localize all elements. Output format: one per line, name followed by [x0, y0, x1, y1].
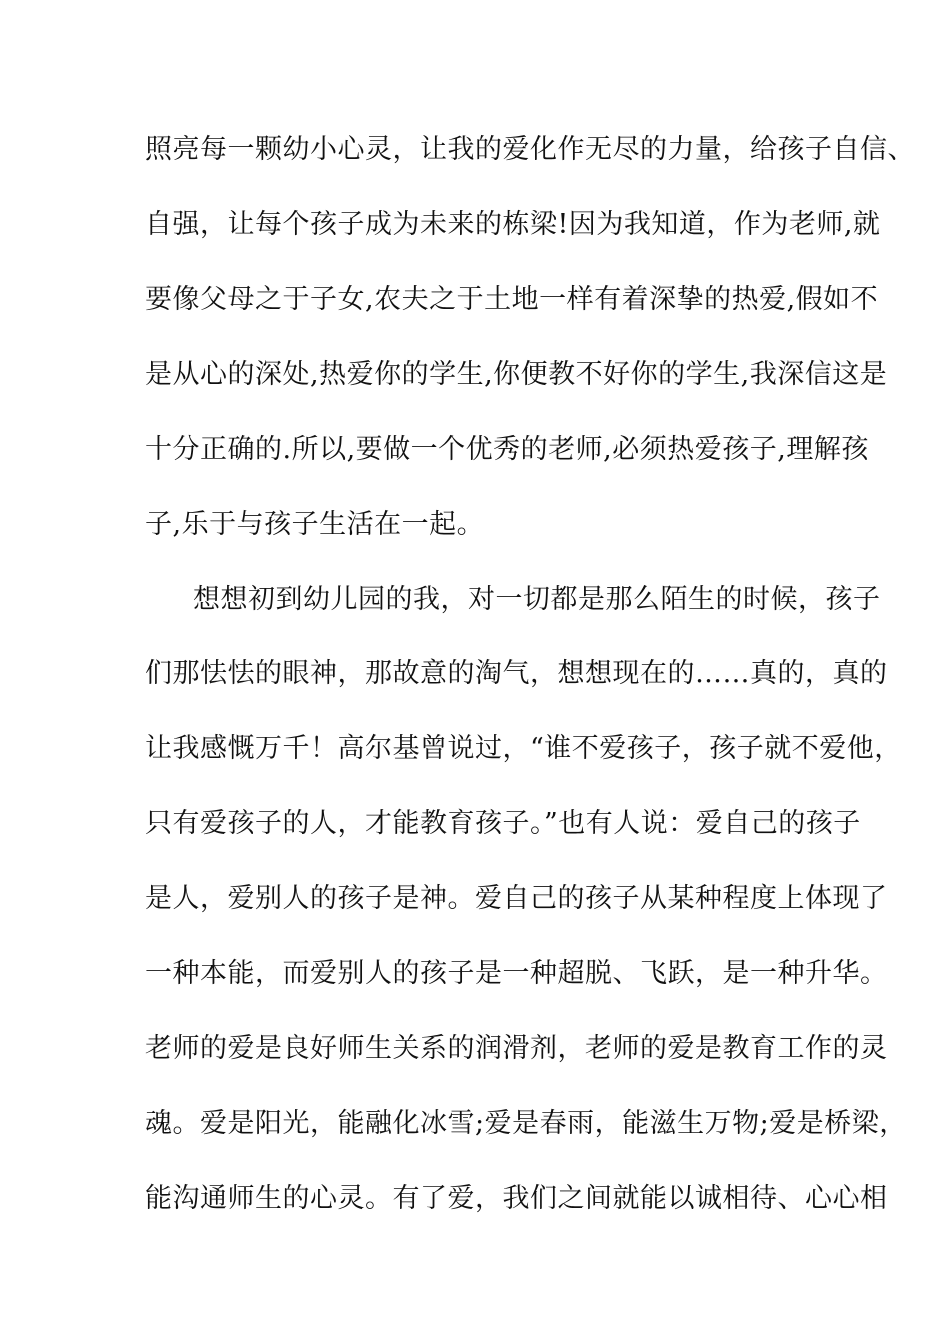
text-line: 只有爱孩子的人，才能教育孩子。”也有人说：爱自己的孩子 — [145, 808, 861, 839]
text-line: 要像父母之于子女,农夫之于土地一样有着深挚的热爱,假如不 — [145, 284, 879, 315]
text-line: 们那怯怯的眼神，那故意的淘气，想想现在的……真的，真的 — [145, 658, 888, 689]
text-line: 一种本能，而爱别人的孩子是一种超脱、飞跃，是一种升华。 — [145, 958, 888, 989]
text-line: 老师的爱是良好师生关系的润滑剂，老师的爱是教育工作的灵 — [145, 1033, 888, 1064]
paragraph-start-line: 想想初到幼儿园的我，对一切都是那么陌生的时候，孩子 — [193, 584, 881, 615]
text-line: 子,乐于与孩子生活在一起。 — [145, 509, 485, 540]
text-line: 十分正确的.所以,要做一个优秀的老师,必须热爱孩子,理解孩 — [145, 434, 869, 465]
text-line: 照亮每一颗幼小心灵，让我的爱化作无尽的力量，给孩子自信、 — [145, 134, 915, 165]
text-line: 是人，爱别人的孩子是神。爱自己的孩子从某种程度上体现了 — [145, 883, 888, 914]
text-line: 让我感慨万千！高尔基曾说过，“谁不爱孩子，孩子就不爱他， — [145, 733, 902, 764]
text-line: 魂。爱是阳光，能融化冰雪;爱是春雨，能滋生万物;爱是桥梁， — [145, 1108, 907, 1139]
text-line: 能沟通师生的心灵。有了爱，我们之间就能以诚相待、心心相 — [145, 1183, 888, 1214]
text-line: 是从心的深处,热爱你的学生,你便教不好你的学生,我深信这是 — [145, 359, 888, 390]
text-line: 自强，让每个孩子成为未来的栋梁!因为我知道，作为老师,就 — [145, 209, 881, 240]
